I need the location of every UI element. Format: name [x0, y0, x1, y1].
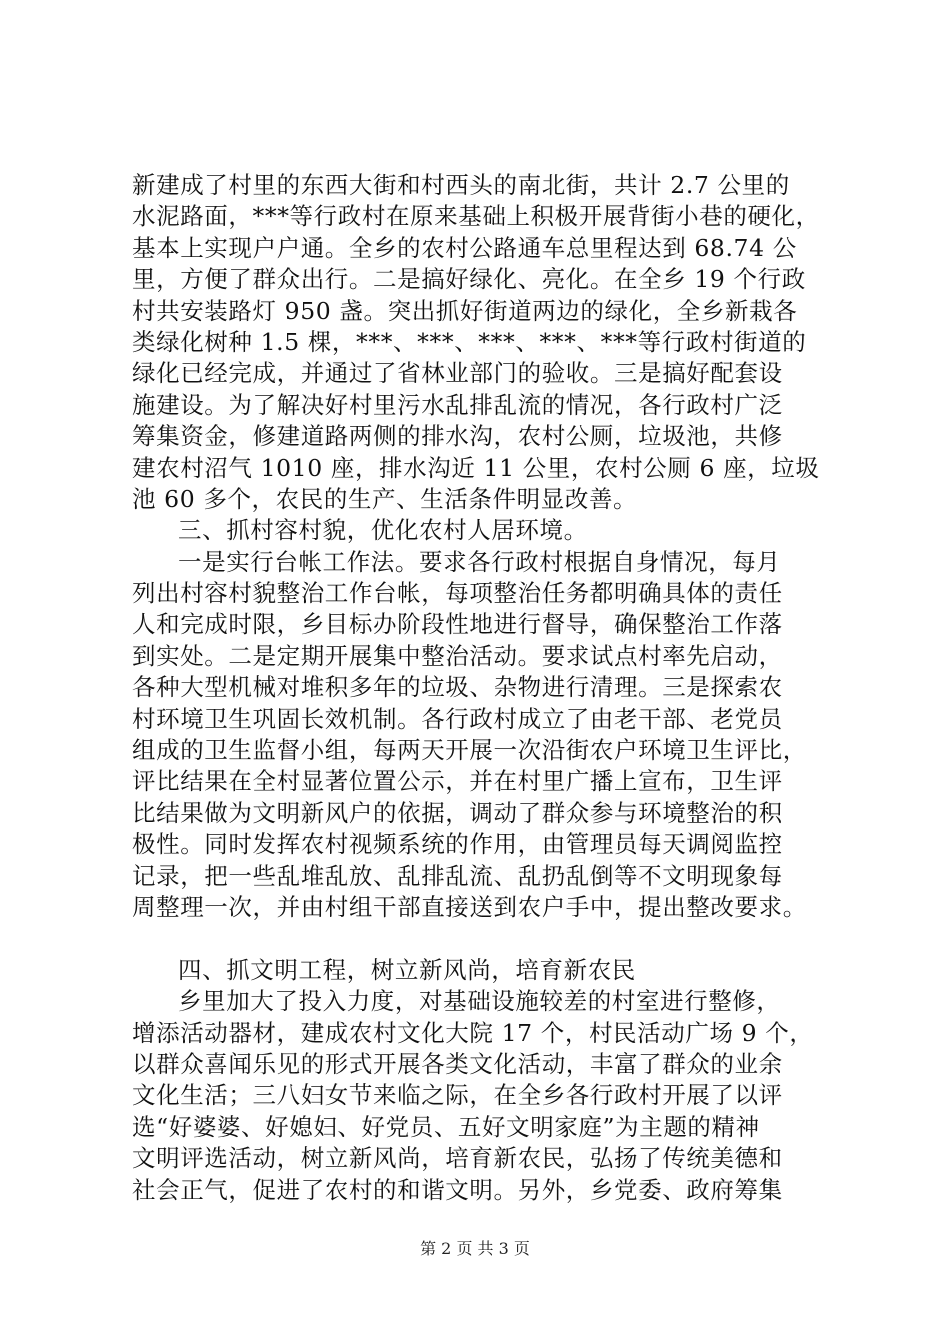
text-line: 里，方便了群众出行。二是搞好绿化、亮化。在全乡 19 个行政 [132, 265, 806, 294]
paragraph-gap [132, 923, 832, 954]
text-line: 文化生活；三八妇女节来临之际，在全乡各行政村开展了以评 [132, 1081, 783, 1110]
text-line: 记录，把一些乱堆乱放、乱排乱流、乱扔乱倒等不文明现象每 [132, 861, 783, 890]
text-line: 比结果做为文明新风户的依据，调动了群众参与环境整治的积 [132, 798, 783, 827]
text-line: 列出村容村貌整治工作台帐，每项整治任务都明确具体的责任 [132, 579, 783, 608]
text-line: 新建成了村里的东西大街和村西头的南北街，共计 2.7 公里的 [132, 171, 790, 199]
text-line: 评比结果在全村显著位置公示，并在村里广播上宣布，卫生评 [132, 767, 783, 796]
page-number-footer: 第 2 页 共 3 页 [420, 1239, 530, 1258]
text-line: 建农村沼气 1010 座，排水沟近 11 公里，农村公厕 6 座，垃圾 [132, 453, 820, 482]
text-line: 基本上实现户户通。全乡的农村公路通车总里程达到 68.74 公 [132, 233, 797, 262]
text-line: 各种大型机械对堆积多年的垃圾、杂物进行清理。三是探索农 [132, 673, 783, 702]
text-line: 村环境卫生巩固长效机制。各行政村成立了由老干部、老党员 [132, 704, 783, 733]
text-line: 池 60 多个，农民的生产、生活条件明显改善。 [132, 484, 638, 513]
section-heading: 四、抓文明工程，树立新风尚，培育新农民 [178, 955, 636, 984]
text-line: 周整理一次，并由村组干部直接送到农户手中，提出整改要求。 [132, 892, 807, 921]
document-body [132, 170, 832, 1206]
paragraph-first-line: 一是实行台帐工作法。要求各行政村根据自身情况，每月 [178, 547, 781, 576]
text-line: 到实处。二是定期开展集中整治活动。要求试点村率先启动， [132, 641, 783, 670]
section-heading: 三、抓村容村貌，优化农村人居环境。 [178, 516, 588, 545]
text-line: 类绿化树种 1.5 棵，***、***、***、***、***等行政村街道的 [132, 327, 807, 356]
text-line: 组成的卫生监督小组，每两天开展一次沿街农户环境卫生评比， [132, 736, 807, 765]
text-line: 文明评选活动，树立新风尚，培育新农民，弘扬了传统美德和 [132, 1144, 783, 1173]
paragraph-first-line: 乡里加大了投入力度，对基础设施较差的村室进行整修， [178, 987, 781, 1016]
text-line: 绿化已经完成，并通过了省林业部门的验收。三是搞好配套设 [132, 359, 783, 388]
text-line: 选“好婆婆、好媳妇、好党员、五好文明家庭”为主题的精神 [132, 1112, 760, 1141]
text-line: 社会正气，促进了农村的和谐文明。另外，乡党委、政府筹集 [132, 1175, 783, 1204]
text-line: 极性。同时发挥农村视频系统的作用，由管理员每天调阅监控 [132, 830, 783, 859]
text-line: 以群众喜闻乐见的形式开展各类文化活动，丰富了群众的业余 [132, 1049, 783, 1078]
text-line: 施建设。为了解决好村里污水乱排乱流的情况，各行政村广泛 [132, 390, 783, 419]
text-line: 人和完成时限，乡目标办阶段性地进行督导，确保整治工作落 [132, 610, 783, 639]
text-line: 筹集资金，修建道路两侧的排水沟，农村公厕，垃圾池，共修 [132, 422, 783, 451]
text-line: 水泥路面，***等行政村在原来基础上积极开展背街小巷的硬化， [132, 202, 820, 231]
text-line: 增添活动器材，建成农村文化大院 17 个，村民活动广场 9 个， [132, 1018, 814, 1047]
text-line: 村共安装路灯 950 盏。突出抓好街道两边的绿化，全乡新栽各 [132, 296, 798, 325]
